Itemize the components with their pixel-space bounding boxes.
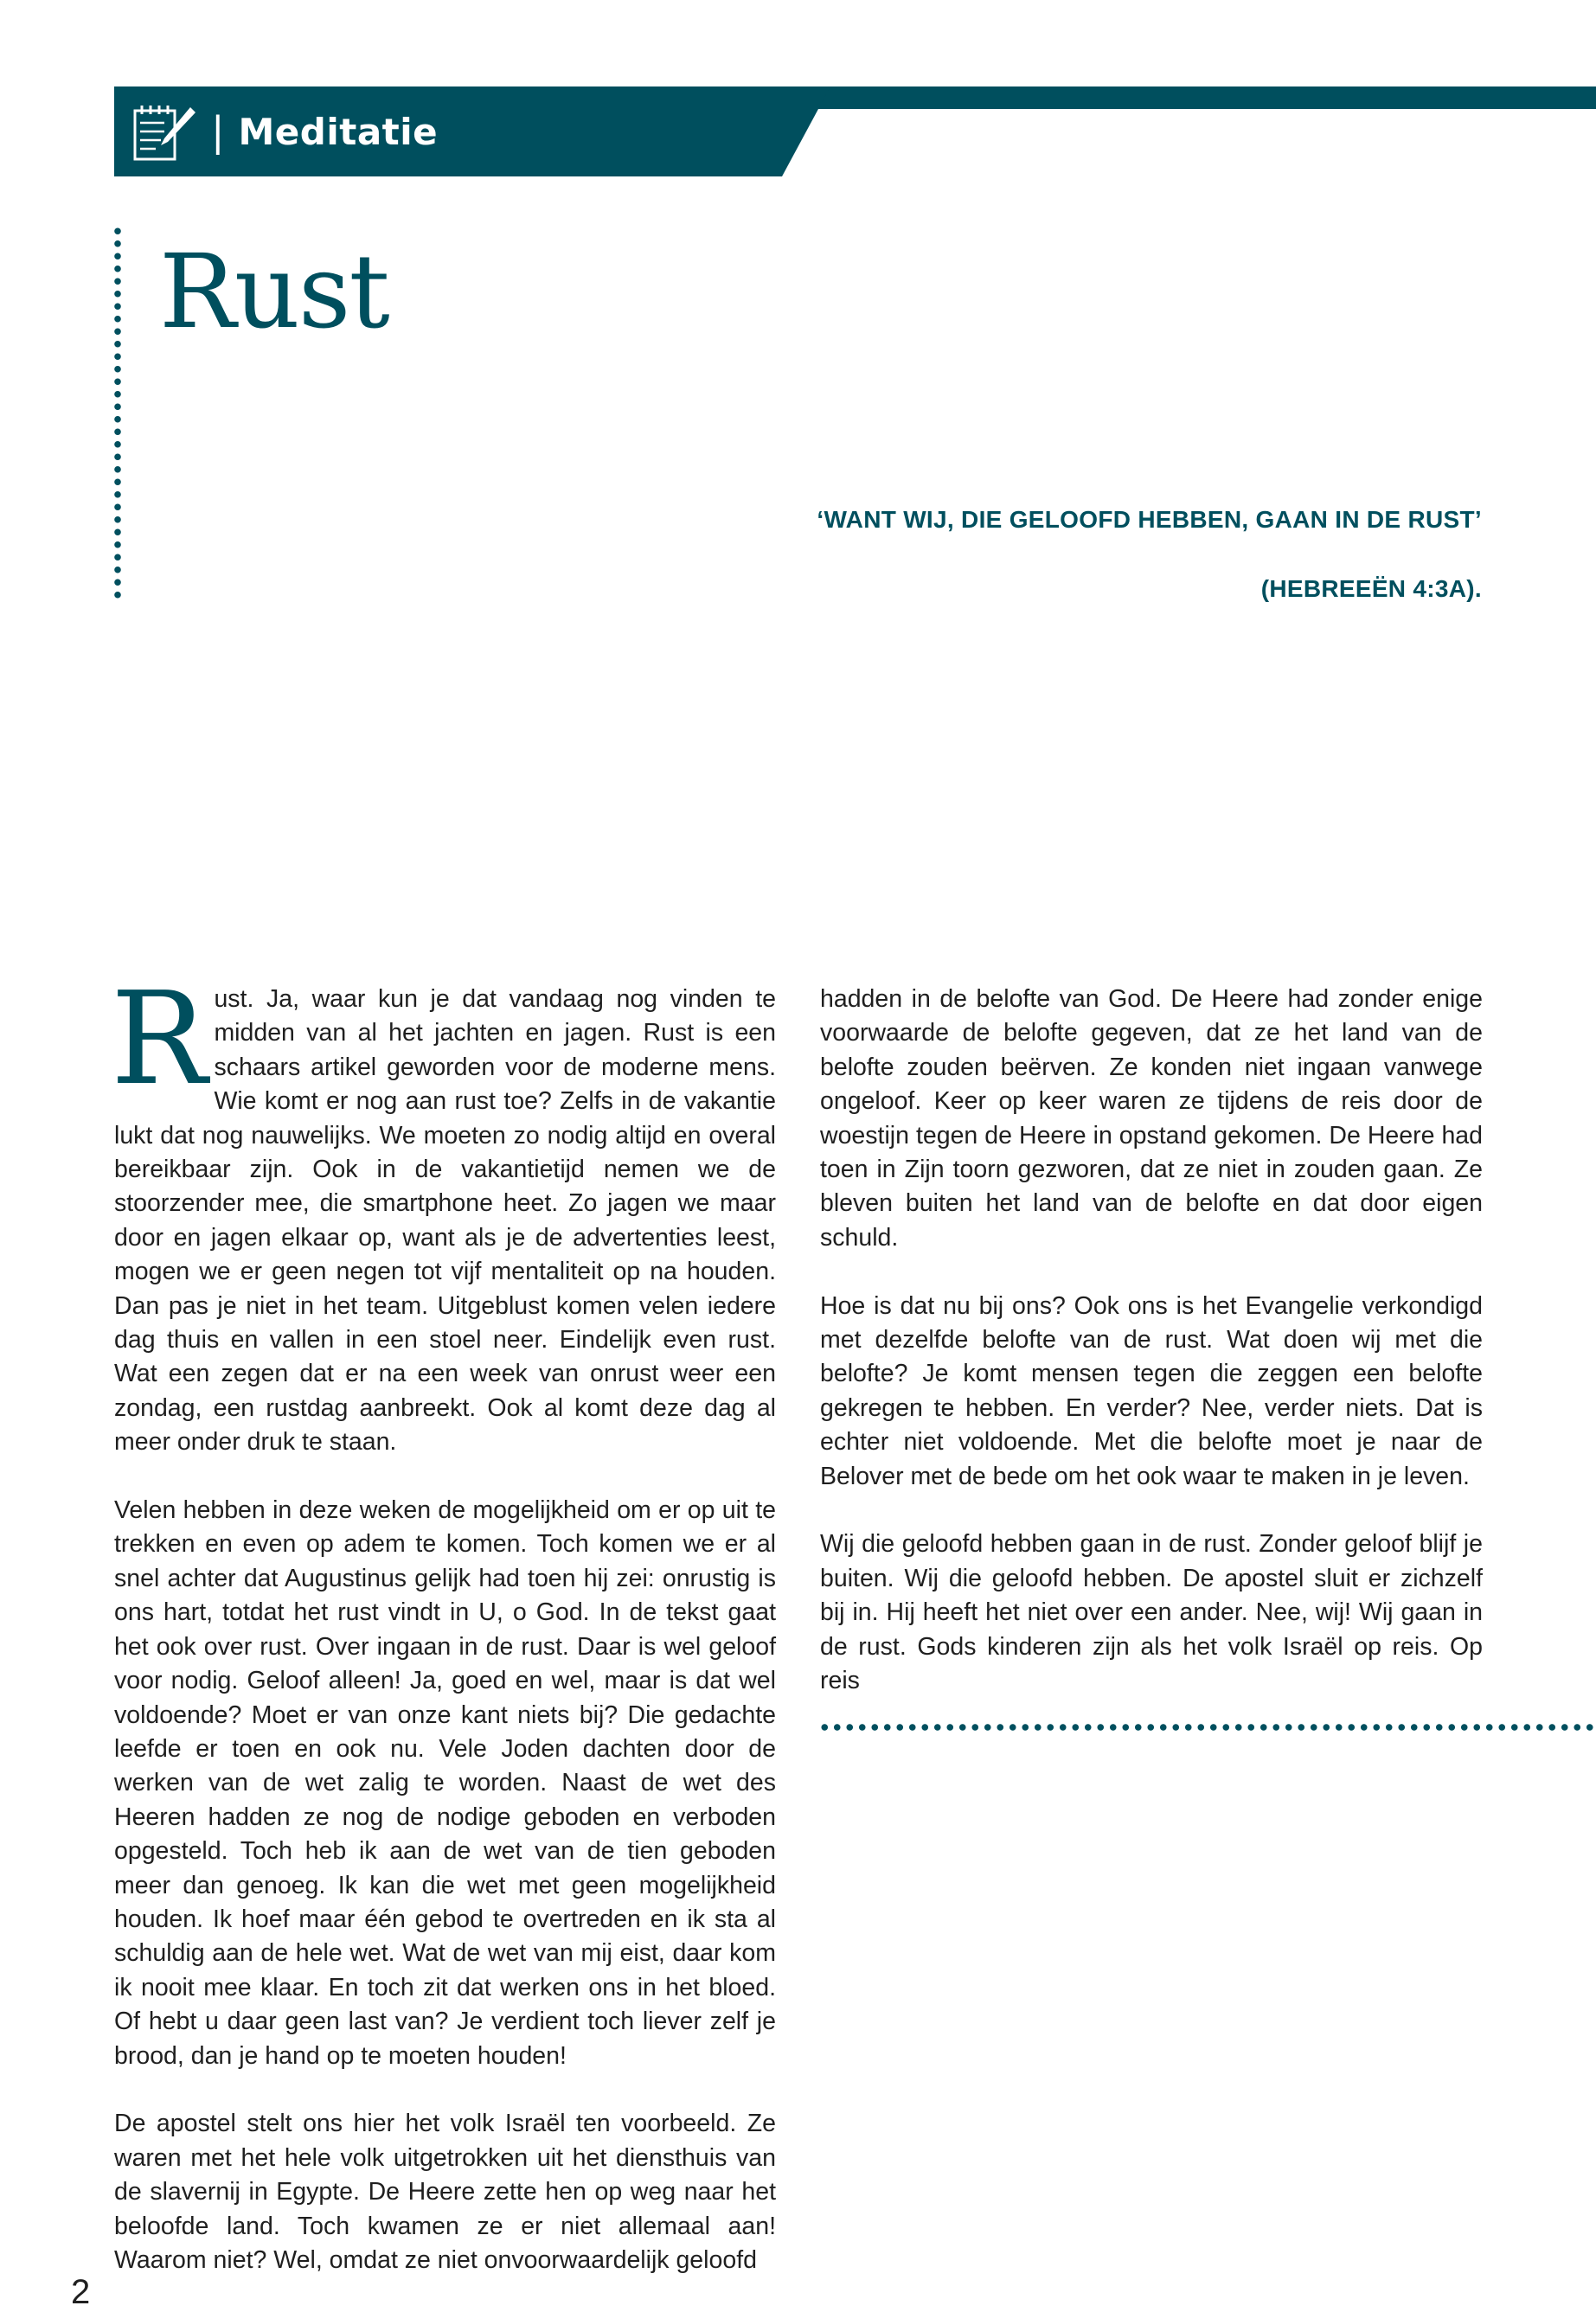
body-paragraph: hadden in de belofte van God. De Heere had zonder enige voorwaarde de belofte gegeven, dat ze het land van de belofte zouden beërven. Ze konden niet ingaan vanwege ongeloof. Keer op keer waren ze tijdens de reis door de woestijn tegen de Heere in opstand gekomen. De Heere had toen in Zijn toorn gezworen, dat ze niet in zouden gaan. Ze bleven buiten het land van de belofte en dat door eigen schuld. [820, 985, 1483, 1252]
section-header-band [114, 86, 780, 176]
scripture-quote: ‘WANT WIJ, DIE GELOOFD HEBBEN, GAAN IN DE RUST’ [817, 506, 1482, 533]
dotted-vertical-rule [113, 225, 122, 602]
body-paragraph: Velen hebben in deze weken de mogelijkheid om er op uit te trekken en even op adem te komen. Toch komen we er al snel achter dat Augustinus gelijk had toen hij zei: onrustig is ons hart, totdat het rust vindt in U, o God. In de tekst gaat het ook over rust. Over ingaan in de rust. Daar is wel geloof voor nodig. Geloof alleen! Ja, goed en wel, maar is dat wel voldoende? Moet er van onze kant niets bij? Die gedachte leefde er toen en ook nu. Vele Joden dachten door de werken van de wet zalig te worden. Naast de wet des Heeren hadden ze nog de nodige geboden en verboden opgesteld. Toch heb ik aan de wet van de tien geboden meer dan genoeg. Ik kan die wet met geen mogelijkheid houden. Ik hoef maar één gebod te overtreden en ik sta al schuldig aan de hele wet. Wat de wet van mij eist, daar kom ik nooit mee klaar. En toch zit dat werken ons in het bloed. Of hebt u daar geen last van? Je verdient toch liever zelf je brood, dan je hand op te moeten houden! [114, 1496, 776, 2070]
body-column-left [111, 964, 776, 2277]
header-divider: | [211, 108, 225, 155]
page-number: 2 [71, 2273, 91, 2311]
section-label: Meditatie [238, 110, 439, 153]
body-paragraph [111, 964, 776, 1460]
body-paragraph: Wij die geloofd hebben gaan in de rust. Zonder geloof blijf je buiten. Wij die geloofd hebben. De apostel sluit er zichzelf bij in. Hij heeft het niet over een ander. Nee, wij! Wij gaan in de rust. Gods kinderen zijn als het volk Israël op reis. Op reis [820, 1530, 1483, 1695]
dotted-horizontal-rule [818, 1723, 1596, 1732]
header-band-top-strip [779, 86, 1596, 109]
paragraph-text: ust. Ja, waar kun je dat vandaag nog vinden te midden van al het jachten en jagen. Rust is een schaars artikel geworden voor de moderne mens. Wie komt er nog aan rust toe? Zelfs in de vakantie lukt dat nog nauwelijks. We moeten zo nodig altijd en overal bereikbaar zijn. Ook in de vakantietijd nemen we de stoorzender mee, die smartphone heet. Zo jagen we maar door en jagen elkaar op, want als je de advertenties leest, mogen we er geen negen tot vijf mentaliteit op na houden. Dan pas je niet in het team. Uitgeblust komen velen iedere dag thuis en vallen in een stoel neer. Eindelijk even rust. Wat een zegen dat er na een week van onrust weer een zondag, een rustdag aanbreekt. Ook al komt deze dag al meer onder druk te staan. [114, 985, 776, 1457]
body-column-right [820, 983, 1483, 1699]
notepad-pen-icon [130, 99, 197, 164]
body-paragraph: Hoe is dat nu bij ons? Ook ons is het Evangelie verkondigd met dezelfde belofte van de rust. Wat doen wij met die belofte? Je komt mensen tegen die zeggen een belofte gekregen te hebben. En verder? Nee, verder niets. Dat is echter niet voldoende. Met die belofte moet je naar de Belover met de bede om het ook waar te maken in je leven. [820, 1291, 1483, 1490]
scripture-reference: (HEBREEËN 4:3A). [1260, 575, 1482, 602]
drop-cap: R [111, 964, 208, 1113]
article-title: Rust [159, 232, 388, 351]
body-paragraph: De apostel stelt ons hier het volk Israël ten voorbeeld. Ze waren met het hele volk uitgetrokken uit het diensthuis van de slavernij in Egypte. De Heere zette hen op weg naar het beloofde land. Toch kwamen ze er niet allemaal aan! Waarom niet? Wel, omdat ze niet onvoorwaardelijk geloofd [114, 2110, 776, 2274]
